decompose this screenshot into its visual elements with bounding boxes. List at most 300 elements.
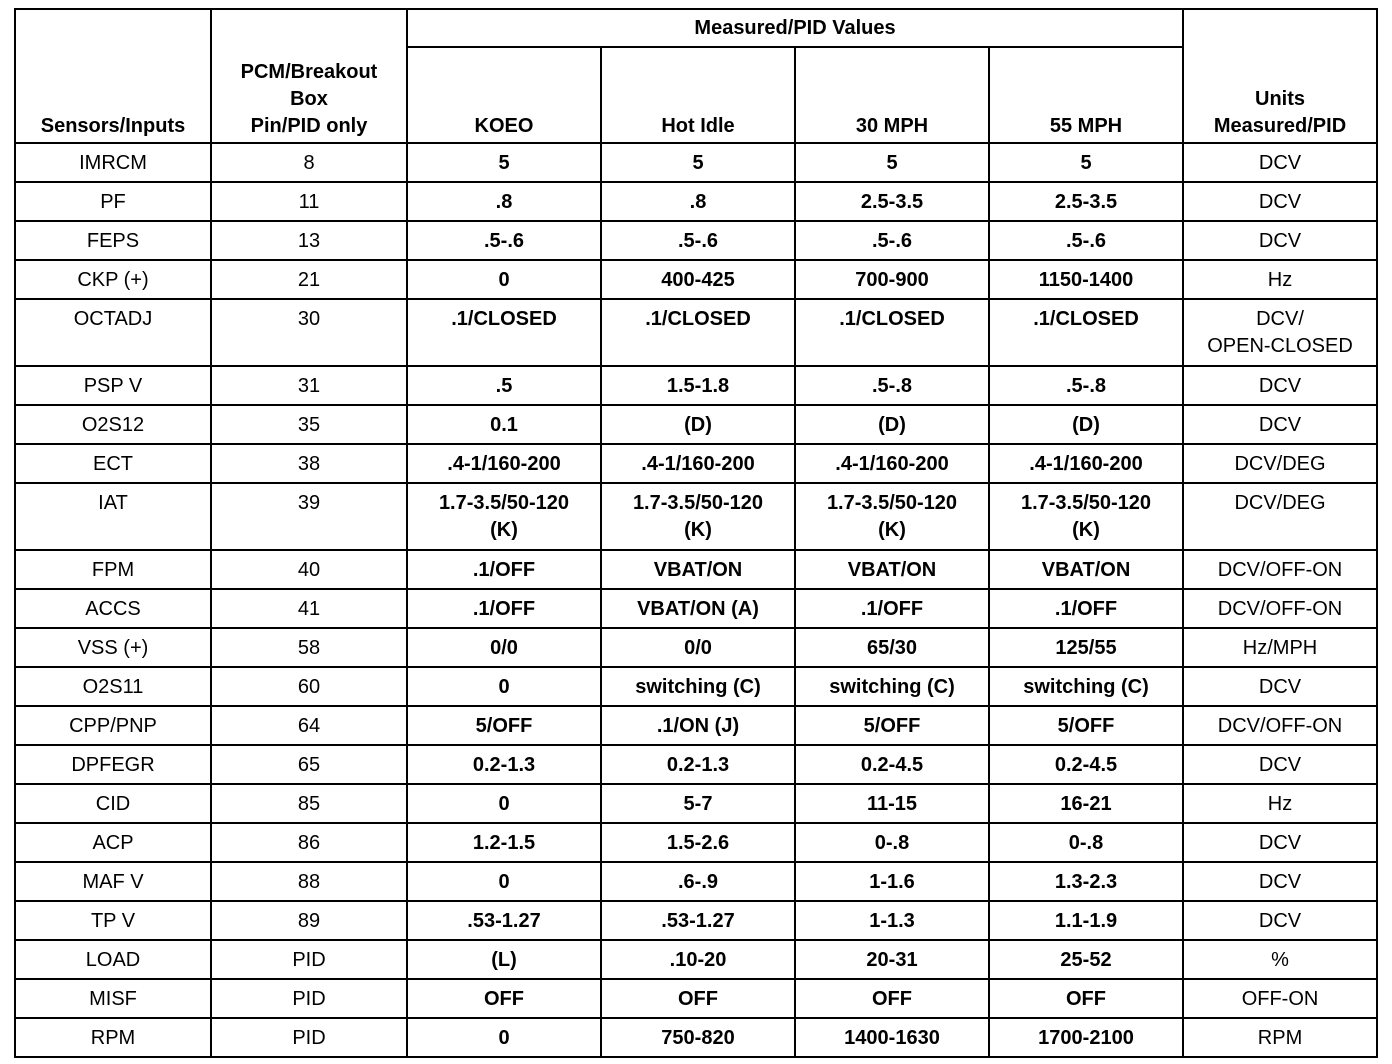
- cell-line: (D): [1072, 414, 1100, 436]
- cell-line: 0/0: [684, 637, 712, 659]
- cell-line: 5: [886, 152, 898, 174]
- units-cell: [1183, 221, 1377, 260]
- mph55-cell: [989, 628, 1183, 667]
- mph55-cell: [989, 550, 1183, 589]
- hot-idle-cell: [601, 862, 795, 901]
- mph55-cell: [989, 823, 1183, 862]
- units-cell: [1183, 143, 1377, 182]
- mph30-cell: [795, 550, 989, 589]
- hot-idle-cell: [601, 405, 795, 444]
- koeo-cell: [407, 667, 601, 706]
- pin-cell: 88: [211, 862, 407, 901]
- hot-idle-cell: [601, 940, 795, 979]
- pin-cell: PID: [211, 979, 407, 1018]
- mph55-cell: [989, 706, 1183, 745]
- hot-idle-cell: [601, 823, 795, 862]
- koeo-cell: [407, 784, 601, 823]
- cell-line: 1150-1400: [1038, 269, 1134, 291]
- mph30-cell: [795, 260, 989, 299]
- cell-line: 400-425: [661, 269, 735, 291]
- cell-line: switching (C): [829, 676, 955, 698]
- header-units-line: Measured/PID: [1213, 115, 1347, 137]
- mph55-cell: [989, 745, 1183, 784]
- sensor-cell: RPM: [15, 1018, 211, 1057]
- cell-line: DCV/OFF-ON: [1217, 598, 1343, 620]
- pin-cell: 65: [211, 745, 407, 784]
- cell-line: DCV/DEG: [1234, 492, 1326, 514]
- sensor-cell: PSP V: [15, 366, 211, 405]
- cell-line: 1.7-3.5/50-120: [438, 492, 570, 514]
- pin-cell: 58: [211, 628, 407, 667]
- cell-line: .4-1/160-200: [447, 453, 561, 475]
- mph30-cell: [795, 589, 989, 628]
- koeo-cell: [407, 550, 601, 589]
- header-units-line: Units: [1255, 88, 1306, 110]
- cell-line: Hz: [1267, 269, 1293, 291]
- cell-line: 1.2-1.5: [472, 832, 536, 854]
- cell-line: 5/OFF: [475, 715, 533, 737]
- units-cell: [1183, 299, 1377, 366]
- cell-line: OFF: [678, 988, 718, 1010]
- cell-line: 5/OFF: [863, 715, 921, 737]
- table-row: [15, 405, 1377, 444]
- header-measured-group: Measured/PID Values: [407, 9, 1183, 47]
- cell-line: 16-21: [1060, 793, 1112, 815]
- cell-line: 1700-2100: [1038, 1027, 1134, 1049]
- mph55-cell: [989, 366, 1183, 405]
- cell-line: 0/0: [490, 637, 518, 659]
- mph30-cell: [795, 444, 989, 483]
- cell-line: 1400-1630: [844, 1027, 940, 1049]
- sensor-cell: MISF: [15, 979, 211, 1018]
- cell-line: .5-.6: [483, 230, 525, 252]
- cell-line: 1.5-2.6: [666, 832, 730, 854]
- cell-line: .5-.6: [871, 230, 913, 252]
- units-cell: [1183, 550, 1377, 589]
- header-30-mph: 30 MPH: [795, 47, 989, 143]
- mph30-cell: [795, 745, 989, 784]
- header-pin-line: Box: [290, 88, 328, 110]
- header-pin-line: PCM/Breakout: [240, 61, 378, 83]
- cell-line: RPM: [1257, 1027, 1303, 1049]
- units-cell: [1183, 862, 1377, 901]
- cell-line: .53-1.27: [467, 910, 541, 932]
- cell-line: .1/OFF: [472, 598, 536, 620]
- cell-line: DCV: [1258, 230, 1302, 252]
- header-pin: [211, 9, 407, 143]
- cell-line: VBAT/ON: [653, 559, 743, 581]
- mph55-cell: [989, 901, 1183, 940]
- mph30-cell: [795, 667, 989, 706]
- table-row: [15, 823, 1377, 862]
- sensor-cell: ACCS: [15, 589, 211, 628]
- cell-line: OPEN-CLOSED: [1207, 335, 1353, 357]
- mph30-cell: [795, 299, 989, 366]
- cell-line: .5-.8: [871, 375, 913, 397]
- sensor-cell: ECT: [15, 444, 211, 483]
- pin-cell: 89: [211, 901, 407, 940]
- cell-line: OFF-ON: [1241, 988, 1319, 1010]
- cell-line: switching (C): [1023, 676, 1149, 698]
- hot-idle-cell: [601, 706, 795, 745]
- sensor-cell: ACP: [15, 823, 211, 862]
- units-cell: [1183, 1018, 1377, 1057]
- cell-line: DCV: [1258, 191, 1302, 213]
- hot-idle-cell: [601, 221, 795, 260]
- cell-line: 1.3-2.3: [1054, 871, 1118, 893]
- cell-line: DCV: [1258, 676, 1302, 698]
- cell-line: 25-52: [1060, 949, 1112, 971]
- units-cell: [1183, 706, 1377, 745]
- mph30-cell: [795, 706, 989, 745]
- cell-line: VBAT/ON (A): [637, 598, 759, 620]
- header-sensors: Sensors/Inputs: [15, 9, 211, 143]
- table-row: [15, 1018, 1377, 1057]
- header-units: [1183, 9, 1377, 143]
- table-row: [15, 260, 1377, 299]
- koeo-cell: [407, 405, 601, 444]
- cell-line: .8: [495, 191, 513, 213]
- pin-cell: 8: [211, 143, 407, 182]
- koeo-cell: [407, 366, 601, 405]
- cell-line: .1/OFF: [860, 598, 924, 620]
- mph30-cell: [795, 483, 989, 550]
- header-pin-line: Pin/PID only: [250, 115, 368, 137]
- units-cell: [1183, 901, 1377, 940]
- table-row: [15, 444, 1377, 483]
- sensor-cell: LOAD: [15, 940, 211, 979]
- mph55-cell: [989, 589, 1183, 628]
- mph55-cell: [989, 784, 1183, 823]
- pin-cell: 86: [211, 823, 407, 862]
- mph55-cell: [989, 299, 1183, 366]
- table-row: [15, 550, 1377, 589]
- table-row: [15, 182, 1377, 221]
- units-cell: [1183, 784, 1377, 823]
- mph55-cell: [989, 260, 1183, 299]
- hot-idle-cell: [601, 979, 795, 1018]
- hot-idle-cell: [601, 901, 795, 940]
- table-row: [15, 589, 1377, 628]
- table-row: [15, 862, 1377, 901]
- cell-line: 65/30: [866, 637, 918, 659]
- koeo-cell: [407, 706, 601, 745]
- mph55-cell: [989, 667, 1183, 706]
- sensor-cell: MAF V: [15, 862, 211, 901]
- mph30-cell: [795, 628, 989, 667]
- sensor-cell: O2S12: [15, 405, 211, 444]
- sensor-cell: DPFEGR: [15, 745, 211, 784]
- table-row: [15, 483, 1377, 550]
- mph55-cell: [989, 182, 1183, 221]
- mph30-cell: [795, 1018, 989, 1057]
- mph55-cell: [989, 405, 1183, 444]
- units-cell: [1183, 940, 1377, 979]
- cell-line: DCV/OFF-ON: [1217, 559, 1343, 581]
- cell-line: .5-.6: [677, 230, 719, 252]
- header-55-mph: 55 MPH: [989, 47, 1183, 143]
- cell-line: .1/OFF: [1054, 598, 1118, 620]
- table-row: [15, 366, 1377, 405]
- cell-line: DCV/OFF-ON: [1217, 715, 1343, 737]
- cell-line: 5: [498, 152, 510, 174]
- pin-cell: 40: [211, 550, 407, 589]
- cell-line: (K): [878, 519, 906, 541]
- table-row: [15, 784, 1377, 823]
- cell-line: 700-900: [855, 269, 929, 291]
- sensor-cell: IAT: [15, 483, 211, 550]
- mph30-cell: [795, 940, 989, 979]
- cell-line: 11-15: [866, 793, 918, 815]
- table-row: [15, 979, 1377, 1018]
- cell-line: 20-31: [866, 949, 918, 971]
- koeo-cell: [407, 589, 601, 628]
- mph55-cell: [989, 444, 1183, 483]
- cell-line: .1/CLOSED: [839, 308, 945, 330]
- table-header: [15, 9, 1377, 143]
- pin-cell: 11: [211, 182, 407, 221]
- mph30-cell: [795, 366, 989, 405]
- cell-line: .4-1/160-200: [1029, 453, 1143, 475]
- cell-line: DCV/: [1256, 308, 1304, 330]
- mph30-cell: [795, 221, 989, 260]
- hot-idle-cell: [601, 299, 795, 366]
- cell-line: 0-.8: [1068, 832, 1104, 854]
- sensor-cell: OCTADJ: [15, 299, 211, 366]
- table-row: [15, 299, 1377, 366]
- sensor-cell: FPM: [15, 550, 211, 589]
- cell-line: .5-.8: [1065, 375, 1107, 397]
- cell-line: 0: [498, 871, 510, 893]
- hot-idle-cell: [601, 667, 795, 706]
- mph30-cell: [795, 784, 989, 823]
- cell-line: 5/OFF: [1057, 715, 1115, 737]
- cell-line: DCV: [1258, 152, 1302, 174]
- units-cell: [1183, 260, 1377, 299]
- cell-line: .8: [689, 191, 707, 213]
- cell-line: DCV: [1258, 871, 1302, 893]
- cell-line: (D): [878, 414, 906, 436]
- cell-line: 2.5-3.5: [860, 191, 924, 213]
- koeo-cell: [407, 901, 601, 940]
- header-hot-idle: Hot Idle: [601, 47, 795, 143]
- cell-line: DCV: [1258, 910, 1302, 932]
- mph30-cell: [795, 979, 989, 1018]
- koeo-cell: [407, 143, 601, 182]
- hot-idle-cell: [601, 366, 795, 405]
- hot-idle-cell: [601, 784, 795, 823]
- cell-line: (K): [1072, 519, 1100, 541]
- pin-cell: PID: [211, 940, 407, 979]
- hot-idle-cell: [601, 143, 795, 182]
- units-cell: [1183, 483, 1377, 550]
- units-cell: [1183, 745, 1377, 784]
- cell-line: 1.7-3.5/50-120: [826, 492, 958, 514]
- cell-line: .1/ON (J): [656, 715, 740, 737]
- units-cell: [1183, 589, 1377, 628]
- mph55-cell: [989, 979, 1183, 1018]
- pid-values-table: [14, 8, 1378, 1058]
- cell-line: (K): [490, 519, 518, 541]
- sensor-cell: IMRCM: [15, 143, 211, 182]
- cell-line: 1-1.6: [869, 871, 915, 893]
- units-cell: [1183, 444, 1377, 483]
- cell-line: Hz: [1267, 793, 1293, 815]
- hot-idle-cell: [601, 745, 795, 784]
- sensor-cell: VSS (+): [15, 628, 211, 667]
- cell-line: .10-20: [669, 949, 727, 971]
- cell-line: %: [1271, 949, 1289, 971]
- koeo-cell: [407, 745, 601, 784]
- cell-line: 0.2-4.5: [860, 754, 924, 776]
- table-row: [15, 706, 1377, 745]
- cell-line: .1/CLOSED: [451, 308, 557, 330]
- pin-cell: 85: [211, 784, 407, 823]
- cell-line: 1.7-3.5/50-120: [632, 492, 764, 514]
- table-row: [15, 745, 1377, 784]
- pin-cell: 31: [211, 366, 407, 405]
- hot-idle-cell: [601, 550, 795, 589]
- units-cell: [1183, 823, 1377, 862]
- cell-line: DCV: [1258, 375, 1302, 397]
- hot-idle-cell: [601, 1018, 795, 1057]
- cell-line: (L): [491, 949, 517, 971]
- table-body: [15, 143, 1377, 1057]
- hot-idle-cell: [601, 483, 795, 550]
- koeo-cell: [407, 823, 601, 862]
- sensor-cell: FEPS: [15, 221, 211, 260]
- cell-line: 0.2-1.3: [666, 754, 730, 776]
- pin-cell: 35: [211, 405, 407, 444]
- cell-line: DCV: [1258, 754, 1302, 776]
- cell-line: 0: [498, 676, 510, 698]
- mph30-cell: [795, 823, 989, 862]
- cell-line: .1/OFF: [472, 559, 536, 581]
- koeo-cell: [407, 299, 601, 366]
- pin-cell: 13: [211, 221, 407, 260]
- cell-line: .4-1/160-200: [835, 453, 949, 475]
- table-row: [15, 901, 1377, 940]
- cell-line: 750-820: [661, 1027, 735, 1049]
- header-koeo: KOEO: [407, 47, 601, 143]
- pin-cell: 38: [211, 444, 407, 483]
- cell-line: 0: [498, 269, 510, 291]
- mph55-cell: [989, 940, 1183, 979]
- pin-cell: 64: [211, 706, 407, 745]
- koeo-cell: [407, 483, 601, 550]
- mph55-cell: [989, 862, 1183, 901]
- cell-line: VBAT/ON: [847, 559, 937, 581]
- mph30-cell: [795, 862, 989, 901]
- header-row-top: [15, 9, 1377, 47]
- cell-line: VBAT/ON: [1041, 559, 1131, 581]
- units-cell: [1183, 979, 1377, 1018]
- pin-cell: 41: [211, 589, 407, 628]
- cell-line: DCV/DEG: [1234, 453, 1326, 475]
- pin-cell: PID: [211, 1018, 407, 1057]
- cell-line: (D): [684, 414, 712, 436]
- cell-line: .6-.9: [677, 871, 719, 893]
- cell-line: .1/CLOSED: [1033, 308, 1139, 330]
- cell-line: (K): [684, 519, 712, 541]
- units-cell: [1183, 182, 1377, 221]
- hot-idle-cell: [601, 589, 795, 628]
- sensor-cell: TP V: [15, 901, 211, 940]
- cell-line: .5-.6: [1065, 230, 1107, 252]
- koeo-cell: [407, 221, 601, 260]
- table-row: [15, 940, 1377, 979]
- cell-line: 125/55: [1055, 637, 1117, 659]
- cell-line: 5: [1080, 152, 1092, 174]
- koeo-cell: [407, 444, 601, 483]
- cell-line: .5: [495, 375, 513, 397]
- koeo-cell: [407, 260, 601, 299]
- mph30-cell: [795, 901, 989, 940]
- hot-idle-cell: [601, 260, 795, 299]
- cell-line: DCV: [1258, 832, 1302, 854]
- cell-line: 1-1.3: [869, 910, 915, 932]
- koeo-cell: [407, 628, 601, 667]
- mph55-cell: [989, 1018, 1183, 1057]
- mph55-cell: [989, 143, 1183, 182]
- table-row: [15, 143, 1377, 182]
- cell-line: DCV: [1258, 414, 1302, 436]
- koeo-cell: [407, 862, 601, 901]
- sensor-cell: CKP (+): [15, 260, 211, 299]
- mph30-cell: [795, 182, 989, 221]
- sensor-cell: O2S11: [15, 667, 211, 706]
- cell-line: 5: [692, 152, 704, 174]
- units-cell: [1183, 366, 1377, 405]
- pin-cell: 39: [211, 483, 407, 550]
- cell-line: OFF: [1066, 988, 1106, 1010]
- cell-line: 0.2-4.5: [1054, 754, 1118, 776]
- cell-line: 2.5-3.5: [1054, 191, 1118, 213]
- koeo-cell: [407, 940, 601, 979]
- hot-idle-cell: [601, 182, 795, 221]
- koeo-cell: [407, 979, 601, 1018]
- pin-cell: 21: [211, 260, 407, 299]
- mph55-cell: [989, 221, 1183, 260]
- table-row: [15, 628, 1377, 667]
- cell-line: 5-7: [683, 793, 713, 815]
- hot-idle-cell: [601, 444, 795, 483]
- cell-line: 0.2-1.3: [472, 754, 536, 776]
- koeo-cell: [407, 1018, 601, 1057]
- sensor-cell: PF: [15, 182, 211, 221]
- cell-line: 0: [498, 793, 510, 815]
- cell-line: 0.1: [490, 414, 518, 436]
- cell-line: 1.1-1.9: [1054, 910, 1118, 932]
- cell-line: 0-.8: [874, 832, 910, 854]
- table-row: [15, 667, 1377, 706]
- pin-cell: 60: [211, 667, 407, 706]
- table-row: [15, 221, 1377, 260]
- mph30-cell: [795, 405, 989, 444]
- cell-line: switching (C): [635, 676, 761, 698]
- cell-line: Hz/MPH: [1242, 637, 1318, 659]
- cell-line: OFF: [484, 988, 524, 1010]
- units-cell: [1183, 667, 1377, 706]
- sensor-cell: CID: [15, 784, 211, 823]
- hot-idle-cell: [601, 628, 795, 667]
- cell-line: OFF: [872, 988, 912, 1010]
- cell-line: .4-1/160-200: [641, 453, 755, 475]
- mph55-cell: [989, 483, 1183, 550]
- units-cell: [1183, 628, 1377, 667]
- koeo-cell: [407, 182, 601, 221]
- cell-line: .53-1.27: [661, 910, 735, 932]
